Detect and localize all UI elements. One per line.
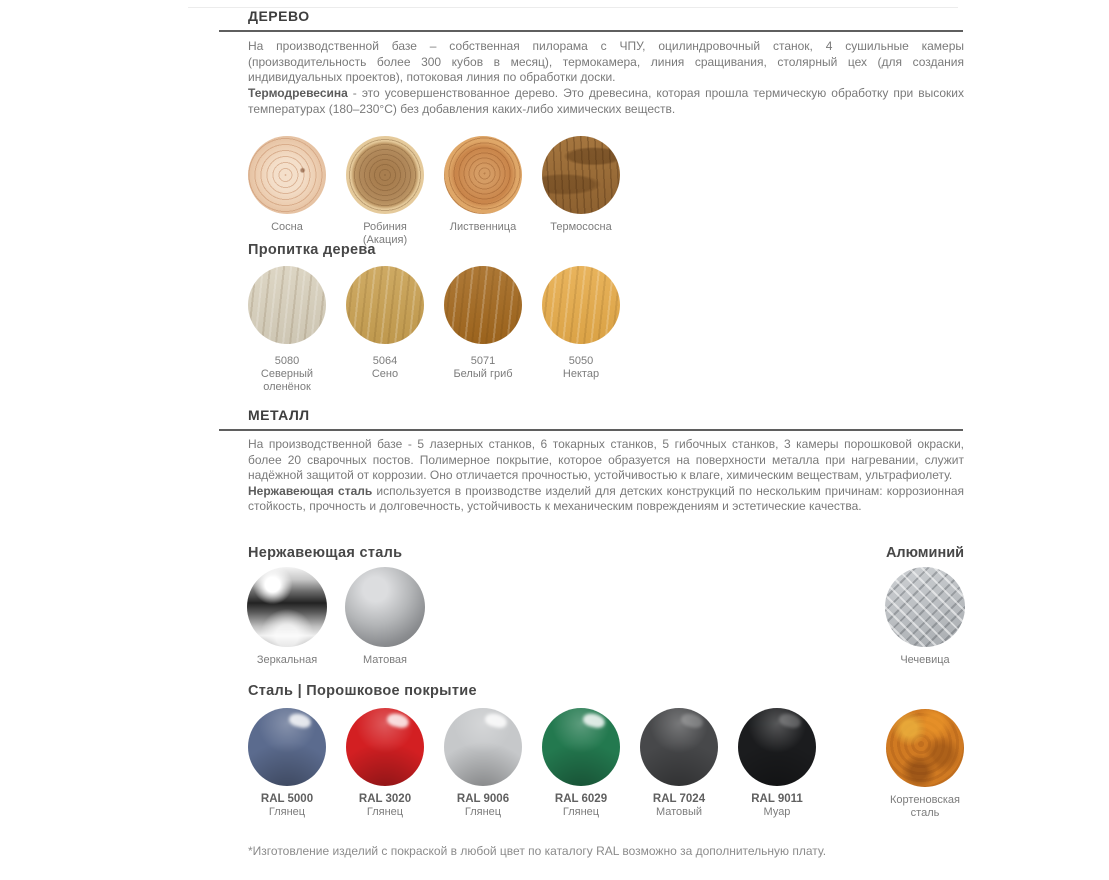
stain-5071-label: [453, 355, 512, 381]
stain-heading: Пропитка дерева: [248, 242, 376, 258]
stain-5050-image: [542, 266, 620, 344]
stainless-matte-swatch: [336, 567, 434, 667]
ral-3020-ball: [346, 708, 424, 786]
ral-swatch-5000: [238, 708, 336, 819]
ral-6029-code: RAL 6029: [554, 793, 608, 805]
wood-intro-paragraph: [248, 39, 964, 86]
mirror-sphere-image: [247, 567, 327, 647]
corten-steel-image: [886, 709, 964, 787]
ral-6029-ball: [542, 708, 620, 786]
ral-5000-code: RAL 5000: [260, 793, 314, 805]
ral-6029-label: [555, 793, 607, 819]
robinia-label: Робиния (Акация): [362, 221, 408, 246]
matte-sphere-image: [345, 567, 425, 647]
wood-species-row: [238, 136, 630, 247]
ral-9006-ball: [444, 708, 522, 786]
ral-9006-finish: Глянец: [464, 806, 502, 818]
larch-label: Лиственница: [449, 221, 517, 233]
mirror-label: Зеркальная: [256, 654, 318, 666]
aluminum-swatch: [877, 567, 973, 667]
wood-swatch-thermopine: [532, 136, 630, 247]
ral-swatch-3020: [336, 708, 434, 819]
stain-5064-image: [346, 266, 424, 344]
stainless-lead: Нержавеющая сталь: [248, 483, 373, 498]
stain-5071-code: 5071: [470, 355, 496, 367]
thermowood-rest: - это усовершенствованное дерево. Это древесина, которая прошла термическую обработку при высоких температурах (180–230°С) без добавления каких-либо химических веществ.: [248, 86, 964, 116]
stain-5050-code: 5050: [568, 355, 594, 367]
stain-5071-image: [444, 266, 522, 344]
pine-slice-image: [248, 136, 326, 214]
corten-swatch: [877, 709, 973, 820]
wood-swatch-pine: [238, 136, 336, 247]
stainless-text: [248, 484, 964, 515]
ral-swatch-6029: [532, 708, 630, 819]
stain-5080-name: Северный оленёнок: [260, 368, 314, 393]
ral-5000-label: [261, 793, 313, 819]
thermopine-slice-image: [542, 136, 620, 214]
stain-5080-image: [248, 266, 326, 344]
ral-5000-ball: [248, 708, 326, 786]
stainless-rest: используется в производстве изделий для детских конструкций по нескольким причинам: коррозионная стойкость, прочность и долговечность, устойчивость к механическим повреждениям и эстетические качества.: [248, 483, 964, 514]
stain-5071-name: Белый гриб: [453, 368, 513, 380]
aluminum-plate-image: [885, 567, 965, 647]
metal-paragraphs: [248, 437, 964, 515]
matte-label: Матовая: [363, 654, 407, 666]
aluminum-heading: Алюминий: [885, 545, 965, 561]
wood-swatch-larch: [434, 136, 532, 247]
ral-9011-ball: [738, 708, 816, 786]
thermowood-lead: Термодревесина: [248, 86, 348, 100]
wood-swatch-robinia: [336, 136, 434, 247]
stain-swatch-5050: [532, 266, 630, 394]
robinia-slice-image: [346, 136, 424, 214]
ral-5000-finish: Глянец: [268, 806, 306, 818]
ral-9011-code: RAL 9011: [751, 793, 803, 805]
ral-9011-label: [751, 793, 803, 819]
thermowood-text: [248, 86, 964, 117]
ral-7024-code: RAL 7024: [652, 793, 706, 805]
stain-5064-label: [372, 355, 398, 381]
metal-section-title: МЕТАЛЛ: [248, 407, 310, 423]
wood-section-divider: [219, 30, 963, 32]
stain-swatch-5071: [434, 266, 532, 394]
ral-6029-finish: Глянец: [562, 806, 600, 818]
thermopine-label: Термососна: [550, 221, 612, 233]
ral-9006-label: [457, 793, 509, 819]
ral-3020-code: RAL 3020: [358, 793, 412, 805]
stain-swatch-5080: [238, 266, 336, 394]
ral-swatch-9011: [728, 708, 826, 819]
ral-swatch-7024: [630, 708, 728, 819]
stain-5064-name: Сено: [371, 368, 399, 380]
ral-3020-label: [359, 793, 411, 819]
stain-swatch-5064: [336, 266, 434, 394]
ral-3020-finish: Глянец: [366, 806, 404, 818]
metal-section-divider: [219, 429, 963, 431]
stainless-mirror-swatch: [238, 567, 336, 667]
pine-label: Сосна: [271, 221, 303, 233]
stain-5064-code: 5064: [372, 355, 398, 367]
stain-5080-code: 5080: [274, 355, 300, 367]
powder-heading: Сталь | Порошковое покрытие: [248, 683, 477, 699]
stainless-heading: Нержавеющая сталь: [248, 545, 403, 561]
wood-section-title: ДЕРЕВО: [248, 8, 310, 24]
larch-slice-image: [444, 136, 522, 214]
stain-5080-label: [243, 355, 331, 394]
thermowood-paragraph: [248, 86, 964, 117]
ral-7024-ball: [640, 708, 718, 786]
ral-7024-finish: Матовый: [655, 806, 703, 818]
ral-9011-finish: Муар: [763, 806, 791, 818]
stain-5050-name: Нектар: [562, 368, 600, 380]
stainless-row: [238, 567, 434, 667]
corten-label: Кортеновская сталь: [890, 794, 960, 819]
ral-9006-code: RAL 9006: [456, 793, 510, 805]
ral-row: [238, 708, 826, 819]
ral-swatch-9006: [434, 708, 532, 819]
ral-7024-label: [653, 793, 705, 819]
stain-5050-label: [563, 355, 599, 381]
aluminum-finish-label: Чечевица: [900, 654, 950, 666]
wood-intro-text: На производственной базе – собственная пилорама с ЧПУ, оцилиндровочный станок, 4 сушильные камеры (производительность более 300 кубов в месяц), термокамера, линия сращивания, столярный цех (для создания индивидуальных проектов), потоковая линия по обработки доски.: [248, 39, 964, 85]
metal-intro-text: На производственной базе - 5 лазерных станков, 6 токарных станков, 5 гибочных станков, 3 камеры порошковой окраски, более 20 сварочных постов. Полимерное покрытие, которое образуется на поверхности металла при нагревании, служит надёжной защитой от коррозии. Оно отличается прочностью, устойчивостью к влаге, химическим веществам, ультрафиолету.: [248, 437, 964, 483]
ral-footnote: *Изготовление изделий с покраской в любой цвет по каталогу RAL возможно за дополнительную плату.: [248, 844, 827, 858]
stain-row: [238, 266, 630, 394]
